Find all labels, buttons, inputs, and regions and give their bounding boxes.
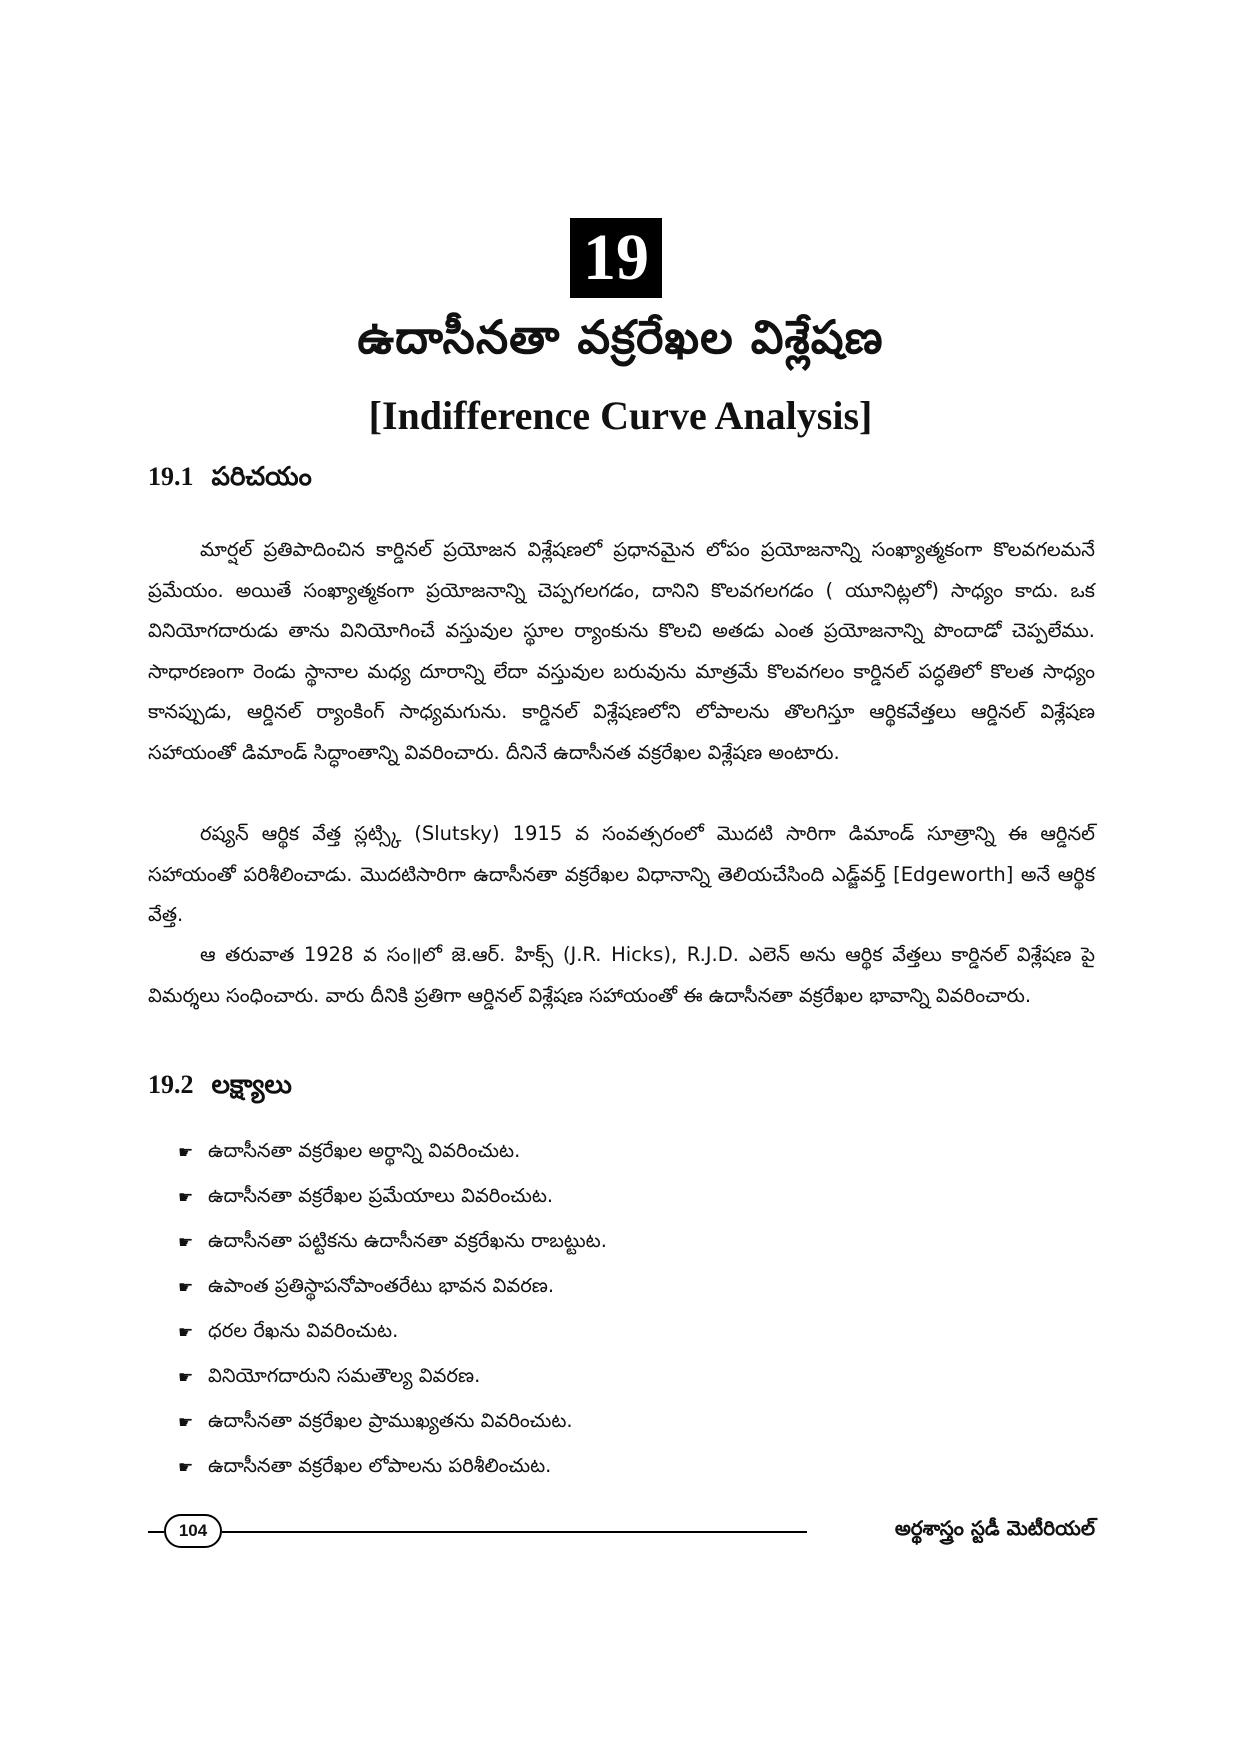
paragraph-text: రష్యన్ ఆర్థిక వేత్త స్లట్స్కి (Slutsky) 1915 వ సంవత్సరంలో మొదటి సారిగా డిమాండ్ సూత్రాన్ని ఈ ఆర్డినల్ సహాయంతో పరిశీలించాడు. మొదటిసారిగా ఉదాసీనతా వక్రరేఖల విధానాన్ని తెలియచేసింది ఎడ్జ్‌వర్త్ [Edgeworth] అనే ఆర్థిక వేత్త. [148, 822, 1095, 926]
objectives-list [178, 1130, 607, 1490]
page-footer [148, 1514, 1095, 1548]
section-title: లక్ష్యాలు [211, 1070, 292, 1100]
list-item: ☛ ధరల రేఖను వివరించుట. [178, 1318, 399, 1343]
pointing-hand-icon: ☛ [178, 1277, 194, 1298]
pointing-hand-icon: ☛ [178, 1367, 194, 1388]
section-heading-objectives [148, 1070, 292, 1106]
list-item: ☛ ఉపాంత ప్రతిస్థాపనోపాంతరేటు భావన వివరణ. [178, 1273, 555, 1298]
footer-rule [222, 1531, 807, 1533]
list-item: ☛ ఉదాసీనతా పట్టికను ఉదాసీనతా వక్రరేఖను రాబట్టుట. [178, 1228, 607, 1253]
section-number: 19.2 [148, 1070, 194, 1099]
paragraph-introduction-1 [148, 530, 1095, 773]
list-item: ☛ ఉదాసీనతా వక్రరేఖల ప్రమేయాలు వివరించుట. [178, 1183, 554, 1208]
list-item: ☛ ఉదాసీనతా వక్రరేఖల అర్థాన్ని వివరించుట. [178, 1138, 521, 1163]
chapter-number-badge: 19 [570, 218, 662, 298]
paragraph-introduction-3 [148, 935, 1095, 1016]
pointing-hand-icon: ☛ [178, 1457, 194, 1478]
pointing-hand-icon: ☛ [178, 1142, 194, 1163]
pointing-hand-icon: ☛ [178, 1412, 194, 1433]
section-title: పరిచయం [211, 462, 312, 492]
list-item: ☛ ఉదాసీనతా వక్రరేఖల ప్రాముఖ్యతను వివరించుట. [178, 1408, 573, 1433]
pointing-hand-icon: ☛ [178, 1187, 194, 1208]
book-title: అర్థశాస్త్రం స్టడీ మెటీరియల్ [894, 1516, 1095, 1540]
chapter-title-telugu: ఉదాసీనతా వక్రరేఖల విశ్లేషణ [357, 310, 884, 364]
section-number: 19.1 [148, 462, 194, 491]
paragraph-text: ఆ తరువాత 1928 వ సం॥లో జె.ఆర్. హిక్స్ (J.R. Hicks), R.J.D. ఎలెన్ అను ఆర్థిక వేత్తలు కార్డినల్ విశ్లేషణ పై విమర్శలు సంధించారు. వారు దీనికి ప్రతిగా ఆర్డినల్ విశ్లేషణ సహాయంతో ఈ ఉదాసీనతా వక్రరేఖల భావాన్ని వివరించారు. [148, 943, 1095, 1007]
list-item: ☛ వినియోగదారుని సమతౌల్య వివరణ. [178, 1363, 481, 1388]
page-number: 104 [164, 1514, 222, 1548]
paragraph-text: మార్షల్ ప్రతిపాదించిన కార్డినల్ ప్రయోజన విశ్లేషణలో ప్రధానమైన లోపం ప్రయోజనాన్ని సంఖ్యాత్మకంగా కొలవగలమనే ప్రమేయం. అయితే సంఖ్యాత్మకంగా ప్రయోజనాన్ని చెప్పగలగడం, దానిని కొలవగలగడం ( యూనిట్లలో) సాధ్యం కాదు. ఒక వినియోగదారుడు తాను వినియోగించే వస్తువుల స్థూల ర్యాంకును కొలచి అతడు ఎంత ప్రయోజనాన్ని పొందాడో చెప్పలేము. సాధారణంగా రెండు స్థానాల మధ్య దూరాన్ని లేదా వస్తువుల బరువును మాత్రమే కొలవగలం కార్డినల్ పద్ధతిలో కొలత సాధ్యం కానప్పుడు, ఆర్డినల్ ర్యాంకింగ్ సాధ్యమగును. కార్డినల్ విశ్లేషణలోని లోపాలను తొలగిస్తూ ఆర్థికవేత్తలు ఆర్డినల్ విశ్లేషణ సహాయంతో డిమాండ్ సిద్ధాంతాన్ని వివరించారు. దీనినే ఉదాసీనత వక్రరేఖల విశ్లేషణ అంటారు. [148, 538, 1095, 764]
footer-rule [148, 1531, 164, 1533]
list-item: ☛ ఉదాసీనతా వక్రరేఖల లోపాలను పరిశీలించుట. [178, 1453, 552, 1478]
pointing-hand-icon: ☛ [178, 1322, 194, 1343]
pointing-hand-icon: ☛ [178, 1232, 194, 1253]
chapter-title-english: [Indifference Curve Analysis] [368, 393, 873, 438]
paragraph-introduction-2 [148, 814, 1095, 936]
section-heading-introduction [148, 462, 312, 498]
